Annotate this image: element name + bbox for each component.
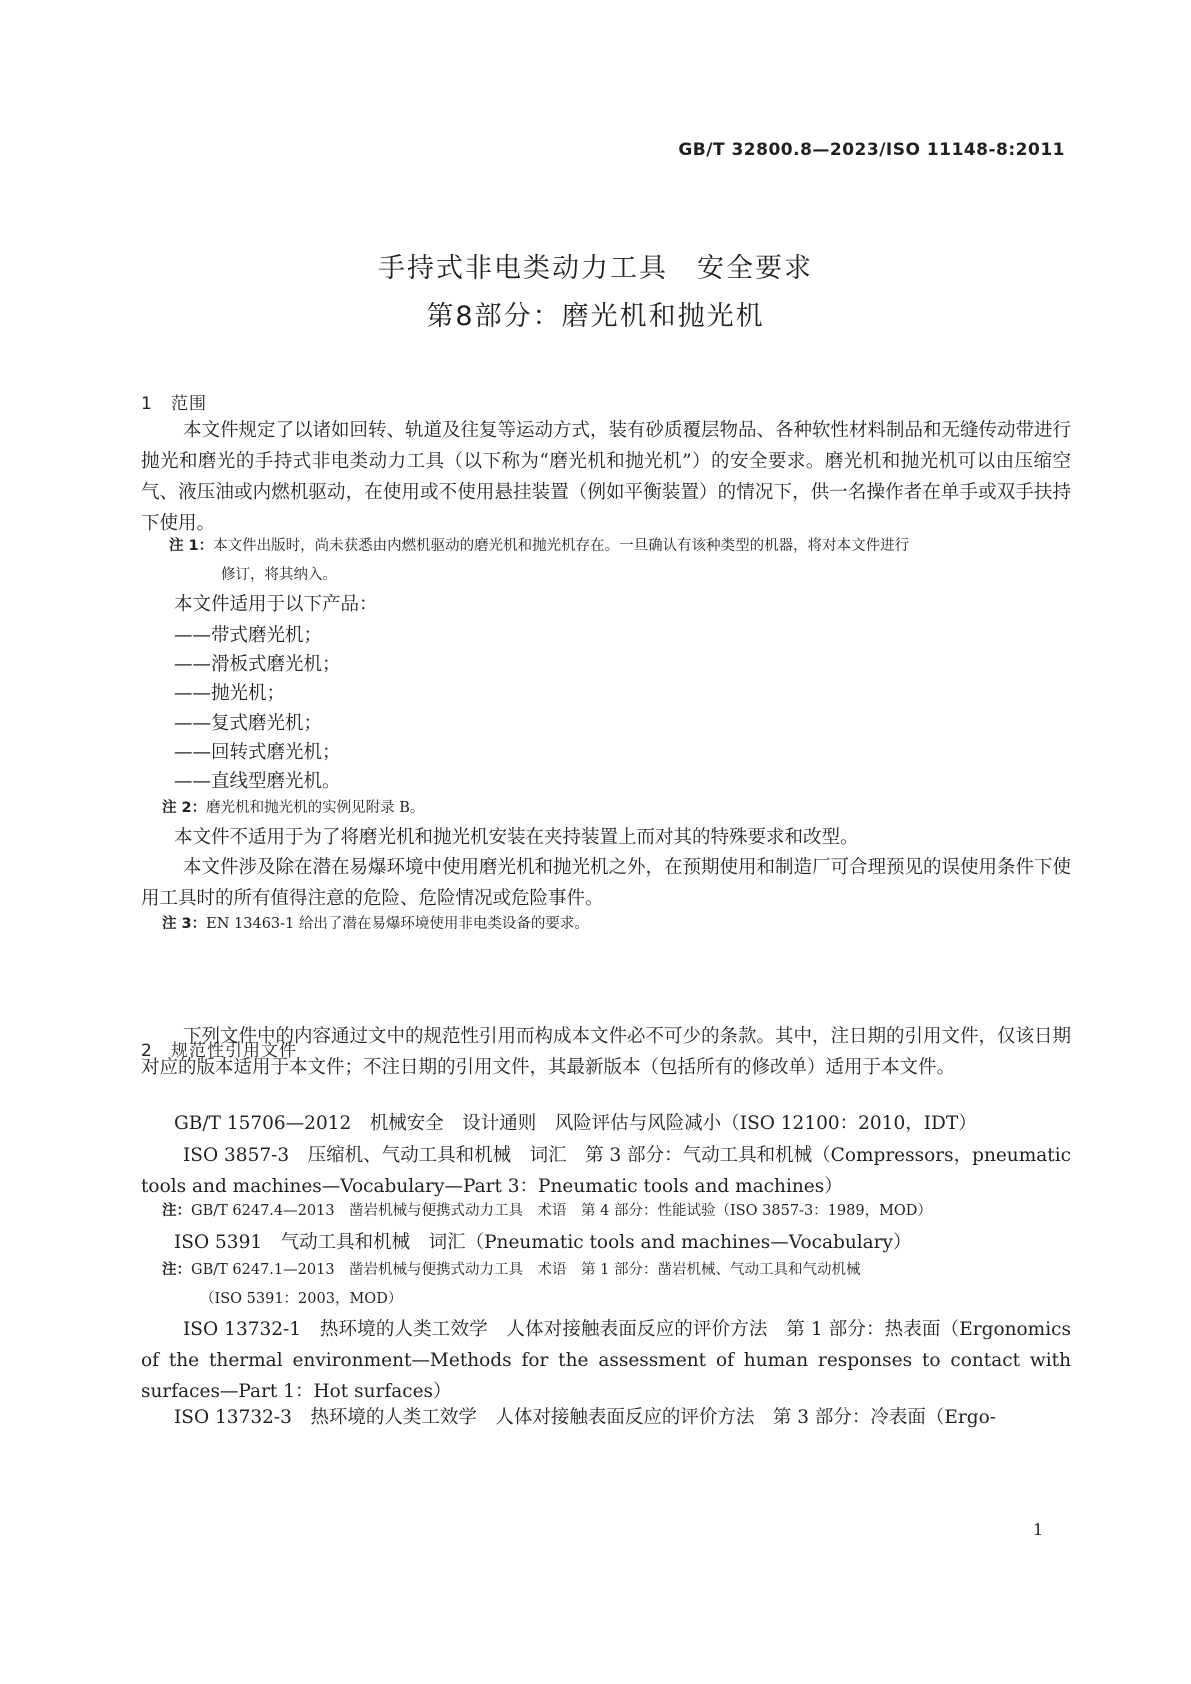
note-text: EN 13463-1 给出了潜在易爆环境使用非电类设备的要求。	[206, 916, 589, 932]
note-text-continued: （ISO 5391：2003，MOD）	[200, 1291, 403, 1307]
page-number: 1	[1033, 1520, 1044, 1539]
note-label: 注：	[162, 1203, 191, 1219]
reference-item: ISO 13732-1 热环境的人类工效学 人体对接触表面反应的评价方法 第 1 部分：热表面（Ergonomics of the thermal environment—Methods for the assessment of human responses to contact with surfaces—Part 1：Hot surfaces）	[141, 1319, 1071, 1402]
note-3	[162, 910, 1064, 939]
list-item: ——滑板式磨光机；	[174, 654, 341, 675]
scope-paragraph: 本文件规定了以诸如回转、轨道及往复等运动方式，装有砂质覆层物品、各种软性材料制品和无缝传动带进行抛光和磨光的手持式非电类动力工具（以下称为“磨光机和抛光机”）的安全要求。磨光机和抛光机可以由压缩空气、液压油或内燃机驱动，在使用或不使用悬挂装置（例如平衡装置）的情况下，供一名操作者在单手或双手扶持下使用。	[141, 420, 1072, 534]
note-text: 磨光机和抛光机的实例见附录 B。	[206, 800, 425, 816]
document-title-line-1: 手持式非电类动力工具 安全要求	[378, 253, 813, 284]
note-label: 注 1：	[169, 538, 214, 554]
list-item: ——回转式磨光机；	[174, 742, 341, 763]
list-item: ——带式磨光机；	[174, 625, 323, 646]
list-item: ——复式磨光机；	[174, 713, 323, 734]
note-label: 注 2：	[162, 800, 207, 816]
note-text-continued: 修订，将其纳入。	[221, 567, 337, 583]
standard-number: GB/T 32800.8—2023/ISO 11148-8:2011	[678, 140, 1065, 160]
reference-item: ISO 5391 气动工具和机械 词汇（Pneumatic tools and machines—Vocabulary）	[174, 1232, 912, 1253]
section-number: 2	[141, 1041, 153, 1061]
note-1	[169, 532, 1071, 590]
reference-item: GB/T 15706—2012 机械安全 设计通则 风险评估与风险减小（ISO 12100：2010，IDT）	[174, 1113, 977, 1134]
scope-exclusion-paragraph: 本文件不适用于为了将磨光机和抛光机安装在夹持装置上而对其的特殊要求和改型。	[174, 827, 859, 848]
note-text: GB/T 6247.4—2013 凿岩机械与便携式动力工具 术语 第 4 部分：性能试验（ISO 3857-3：1989，MOD）	[191, 1203, 932, 1219]
note-2	[162, 794, 1064, 823]
reference-item: ISO 3857-3 压缩机、气动工具和机械 词汇 第 3 部分：气动工具和机械（Compressors，pneumatic tools and machines—Vocabulary—Part 3：Pneumatic tools and machines）	[141, 1145, 1072, 1197]
scope-hazards-paragraph: 本文件涉及除在潜在易爆环境中使用磨光机和抛光机之外，在预期使用和制造厂可合理预见的误使用条件下使用工具时的所有值得注意的危险、危险情况或危险事件。	[141, 857, 1072, 909]
note-label: 注：	[162, 1262, 191, 1278]
note-label: 注 3：	[162, 916, 207, 932]
note-text: 本文件出版时，尚未获悉由内燃机驱动的磨光机和抛光机存在。一旦确认有该种类型的机器，将对本文件进行	[213, 538, 910, 554]
reference-note	[162, 1197, 1064, 1226]
section-number: 1	[141, 394, 153, 414]
applies-intro: 本文件适用于以下产品：	[174, 594, 378, 615]
section-title: 范围	[171, 394, 207, 414]
list-item: ——直线型磨光机。	[174, 771, 341, 792]
reference-note	[162, 1256, 1064, 1314]
section-1-heading	[141, 389, 207, 414]
references-intro: 下列文件中的内容通过文中的规范性引用而构成本文件必不可少的条款。其中，注日期的引用文件，仅该日期对应的版本适用于本文件；不注日期的引用文件，其最新版本（包括所有的修改单）适用于本文件。	[141, 1026, 1072, 1078]
reference-item: ISO 13732-3 热环境的人类工效学 人体对接触表面反应的评价方法 第 3 部分：冷表面（Ergo-	[174, 1407, 997, 1428]
document-title-line-2: 第8部分：磨光机和抛光机	[426, 301, 765, 332]
section-title: 规范性引用文件	[171, 1041, 297, 1061]
note-text: GB/T 6247.1—2013 凿岩机械与便携式动力工具 术语 第 1 部分：凿岩机械、气动工具和气动机械	[191, 1262, 861, 1278]
list-item: ——抛光机；	[174, 683, 286, 704]
